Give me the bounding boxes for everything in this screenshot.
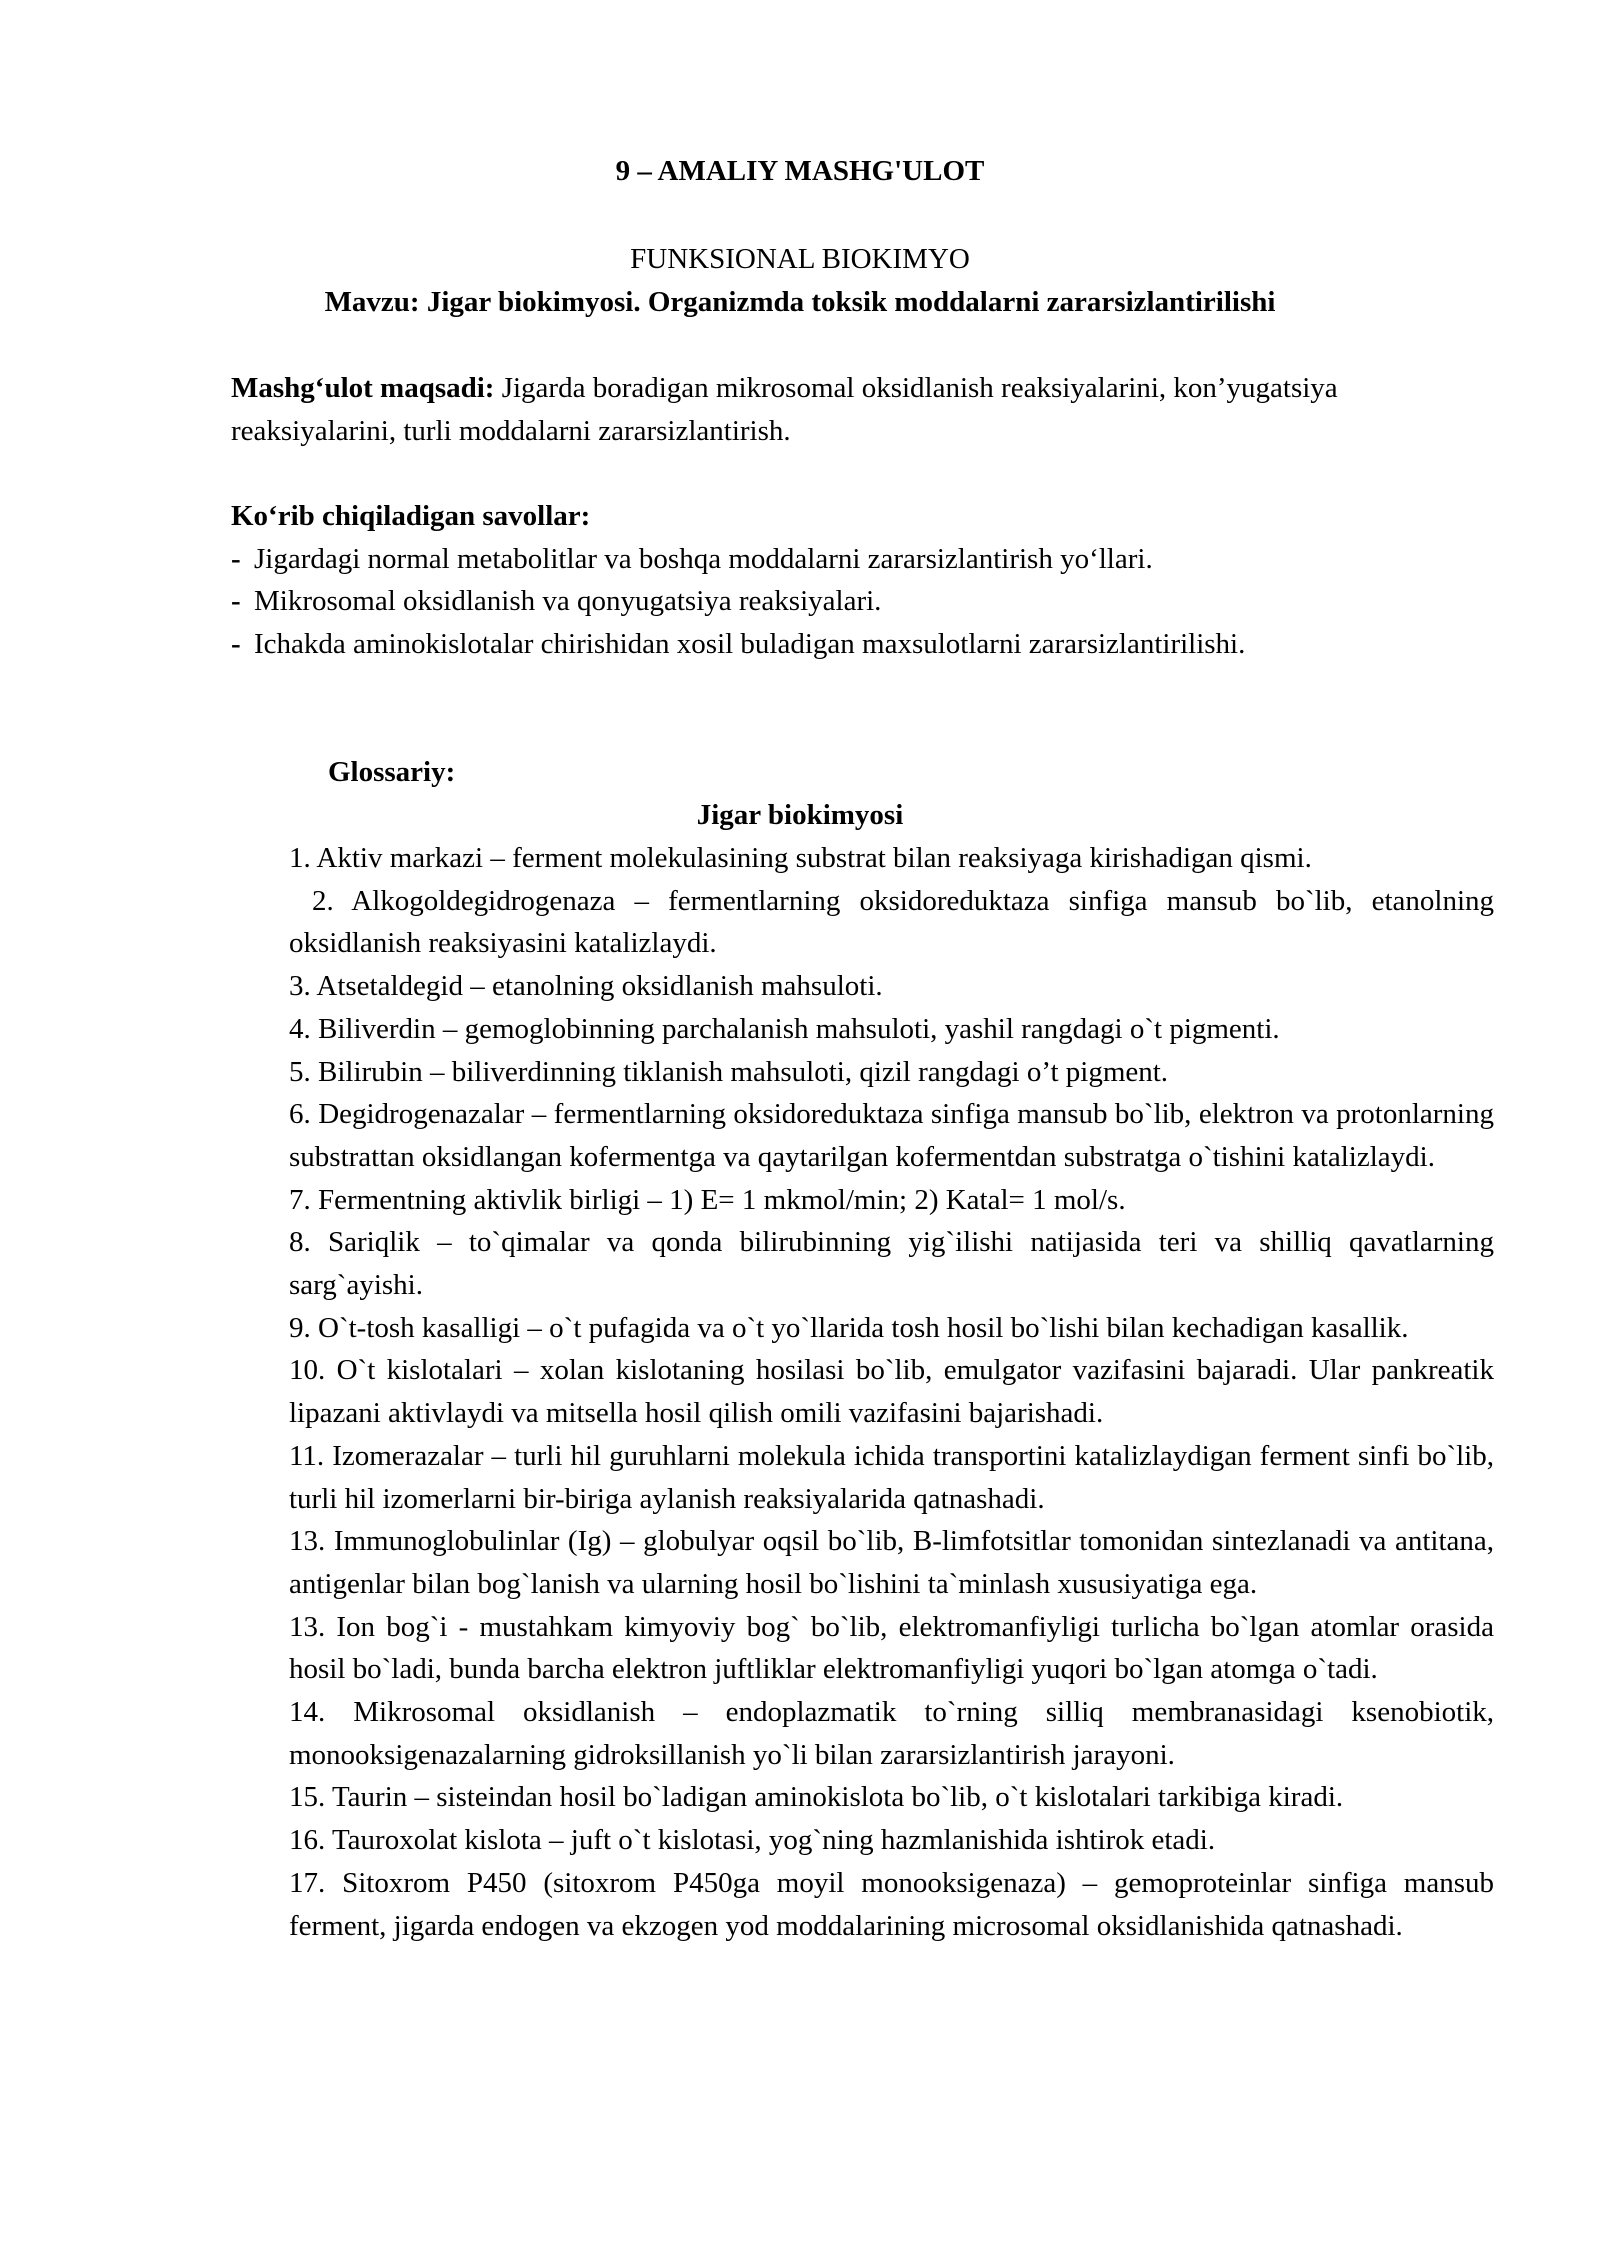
- subject-heading: FUNKSIONAL BIOKIMYO: [630, 243, 970, 275]
- glossary-list: [289, 837, 1494, 1947]
- glossary-subheading: Jigar biokimyosi: [696, 799, 904, 831]
- glossary-item: 6. Degidrogenazalar – fermentlarning oksidoreduktaza sinfiga mansub bo`lib, elektron va protonlarning substrattan oksidlangan kofermentga va qaytarilgan kofermentdan substratga o`tishini katalizlaydi.: [289, 1098, 1494, 1173]
- glossary-item: 1. Aktiv markazi – ferment molekulasining substrat bilan reaksiyaga kirishadigan qismi.: [289, 842, 1312, 874]
- question-item: [231, 580, 1491, 623]
- question-text: Jigardagi normal metabolitlar va boshqa moddalarni zararsizlantirish yo‘llari.: [254, 542, 1153, 575]
- dash-bullet: -: [231, 542, 241, 575]
- goal-paragraph: [231, 367, 1471, 452]
- dash-bullet: -: [231, 628, 241, 661]
- question-item: [231, 623, 1491, 666]
- questions-list: [231, 538, 1491, 666]
- glossary-item: 4. Biliverdin – gemoglobinning parchalanish mahsuloti, yashil rangdagi o`t pigmenti.: [289, 1012, 1280, 1045]
- question-text: Ichakda aminokislotalar chirishidan xosil buladigan maxsulotlarni zararsizlantirilishi.: [254, 628, 1246, 661]
- glossary-item: 14. Mikrosomal oksidlanish – endoplazmatik to`rning silliq membranasidagi ksenobiotik, monooksigenazalarning gidroksillanish yo`li bilan zararsizlantirish jarayoni.: [289, 1696, 1494, 1771]
- glossary-item: 8. Sariqlik – to`qimalar va qonda bilirubinning yig`ilishi natijasida teri va shilliq qavatlarning sarg`ayishi.: [289, 1226, 1494, 1302]
- document-title: 9 – AMALIY MASHG'ULOT: [615, 155, 985, 187]
- glossary-item: 2. Alkogoldegidrogenaza – fermentlarning oksidoreduktaza sinfiga mansub bo`lib, etanolning oksidlanish reaksiyasini katalizlaydi.: [289, 884, 1494, 960]
- glossary-item: 15. Taurin – sisteindan hosil bo`ladigan aminokislota bo`lib, o`t kislotalari tarkibiga kiradi.: [289, 1781, 1344, 1814]
- questions-heading: Ko‘rib chiqiladigan savollar:: [231, 500, 591, 532]
- glossary-item: 16. Tauroxolat kislota – juft o`t kislotasi, yog`ning hazmlanishida ishtirok etadi.: [289, 1824, 1216, 1857]
- glossary-item: 7. Fermentning aktivlik birligi – 1) E= 1 mkmol/min; 2) Katal= 1 mol/s.: [289, 1183, 1126, 1216]
- glossary-item: 9. O`t-tosh kasalligi – o`t pufagida va o`t yo`llarida tosh hosil bo`lishi bilan kechadigan kasallik.: [289, 1311, 1409, 1344]
- glossary-item: 13. Immunoglobulinlar (Ig) – globulyar oqsil bo`lib, B-limfotsitlar tomonidan sintezlanadi va antitana, antigenlar bilan bog`lanish va ularning hosil bo`lishini ta`minlash xususiyatiga ega.: [289, 1525, 1494, 1600]
- question-text: Mikrosomal oksidlanish va qonyugatsiya reaksiyalari.: [254, 585, 882, 618]
- glossary-item: 13. Ion bog`i - mustahkam kimyoviy bog` bo`lib, elektromanfiyligi turlicha bo`lgan atomlar orasida hosil bo`ladi, bunda barcha elektron juftliklar elektromanfiyligi yuqori bo`lgan atomga o`tadi.: [289, 1610, 1494, 1686]
- goal-label: Mashg‘ulot maqsadi:: [231, 372, 495, 404]
- topic-heading: Mavzu: Jigar biokimyosi. Organizmda toksik moddalarni zararsizlantirilishi: [324, 286, 1276, 318]
- dash-bullet: -: [231, 585, 241, 618]
- question-item: [231, 538, 1491, 581]
- glossary-item: 3. Atsetaldegid – etanolning oksidlanish mahsuloti.: [289, 970, 883, 1003]
- glossary-item: 17. Sitoxrom P450 (sitoxrom P450ga moyil monooksigenaza) – gemoproteinlar sinfiga mansub ferment, jigarda endogen va ekzogen yod moddalarining microsomal oksidlanishida qatnashadi.: [289, 1866, 1494, 1942]
- goal-text: Jigarda boradigan mikrosomal oksidlanish reaksiyalarini, kon’yugatsiya reaksiyalarini, turli moddalarni zararsizlantirish.: [231, 372, 1338, 447]
- glossary-item: 5. Bilirubin – biliverdinning tiklanish mahsuloti, qizil rangdagi o’t pigment.: [289, 1055, 1169, 1088]
- glossary-item: 10. O`t kislotalari – xolan kislotaning hosilasi bo`lib, emulgator vazifasini bajaradi. Ular pankreatik lipazani aktivlaydi va mitsella hosil qilish omili vazifasini bajarishadi.: [289, 1354, 1494, 1430]
- questions-section: [231, 495, 1491, 666]
- glossary-item: 11. Izomerazalar – turli hil guruhlarni molekula ichida transportini katalizlaydigan ferment sinfi bo`lib, turli hil izomerlarni bir-biriga aylanish reaksiyalarida qatnashadi.: [289, 1439, 1494, 1515]
- goal-section: [231, 367, 1471, 452]
- glossary-heading: Glossariy:: [328, 756, 456, 788]
